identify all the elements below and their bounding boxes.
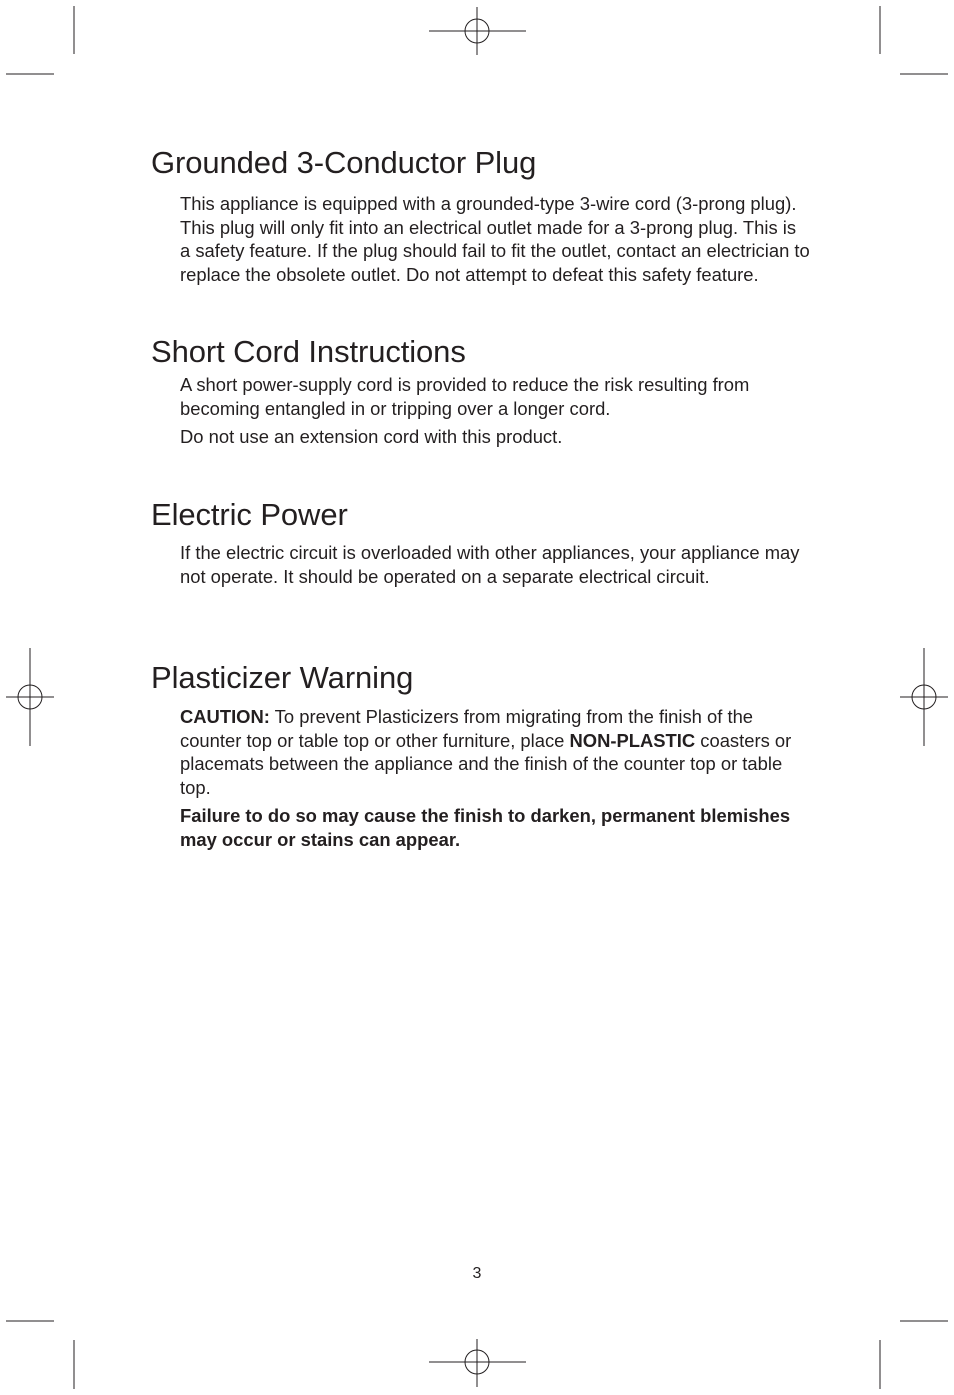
- paragraph-short-cord-reason: A short power-supply cord is provided to reduce the risk resulting from becoming entangled in or tripping over a longer cord.: [180, 374, 750, 419]
- paragraph-grounded-plug: This appliance is equipped with a grounded-type 3-wire cord (3-prong plug). This plug will only fit into an electrical outlet made for a 3-prong plug. This is a safety feature. If the plug should fail to fit the outlet, contact an electrician to replace the obsolete outlet. Do not attempt to defeat this safety feature.: [180, 193, 810, 285]
- registration-mark-left: [6, 648, 54, 746]
- heading-electric-power: Electric Power: [151, 497, 348, 532]
- caution-label: CAUTION:: [180, 706, 270, 727]
- heading-grounded-plug: Grounded 3-Conductor Plug: [151, 145, 537, 180]
- section-body: [180, 705, 810, 852]
- paragraph-electric-power: If the electric circuit is overloaded with other appliances, your appliance may not operate. It should be operated on a separate electrical circuit.: [180, 542, 800, 587]
- section-body: [180, 541, 810, 588]
- paragraph-short-cord-extension: Do not use an extension cord with this product.: [180, 426, 563, 448]
- section-body: [180, 192, 810, 286]
- registration-mark-bottom: [429, 1339, 526, 1387]
- section-plasticizer-warning: [151, 660, 831, 852]
- page-number: 3: [472, 1265, 482, 1282]
- section-short-cord: [151, 334, 831, 449]
- non-plastic-emphasis: NON-PLASTIC: [569, 729, 696, 751]
- caution-text-part-1: To prevent Plasticizers from migrating from the finish of the counter top or table top or other furniture, place: [180, 706, 754, 751]
- paragraph-caution: [180, 705, 810, 799]
- heading-plasticizer-warning: Plasticizer Warning: [151, 660, 414, 695]
- registration-mark-right: [900, 648, 948, 746]
- heading-short-cord: Short Cord Instructions: [151, 334, 466, 369]
- section-electric-power: [151, 497, 831, 588]
- paragraph-failure-warning: Failure to do so may cause the finish to darken, permanent blemishes may occur or stains can appear.: [180, 805, 791, 850]
- registration-mark-top: [429, 7, 526, 55]
- section-grounded-plug: [151, 145, 831, 286]
- caution-text-part-2: coasters or placemats between the appliance and the finish of the counter top or table top.: [180, 729, 792, 798]
- section-body: [180, 373, 810, 449]
